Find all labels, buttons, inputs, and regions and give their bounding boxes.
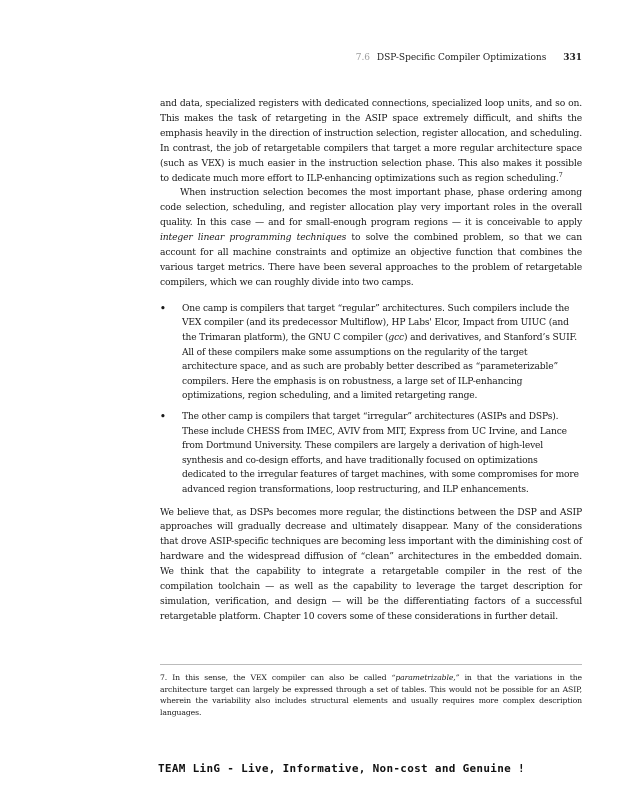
page-number: 331 [563, 53, 582, 63]
footnote-emphasis: “parametrizable,” [391, 673, 460, 682]
paragraph-1-text: and data, specialized registers with dedicated connections, specialized loop units, and so on. This makes the task of retargeting in the ASIP space extremely difficult, and shifts the emphasis heavily in the direction of instruction selection, register allocation, and scheduling. In contrast, the job of retargetable compilers that target a more regular architecture space (such as VEX) is much easier in the instruction selection phase. This also makes it possible to dedicate much more effort to ILP-enhancing optimizations such as region scheduling. [160, 98, 582, 184]
paragraph-3: We believe that, as DSPs becomes more regular, the distinctions between the DSP and ASIP approaches will gradually decrease and ultimately disappear. Many of the considerations that drove ASIP-specific techniques are becoming less important with the diminishing cost of hardware and the widespread diffusion of “clean” architectures in the embedded domain. We think that the capability to integrate a retargetable compiler in the rest of the compilation toolchain — as well as the capability to leverage the target description for simulation, verification, and design — will be the differentiating factors of a successful retargetable platform. Chapter 10 covers some of these considerations in further detail. [160, 506, 582, 622]
main-text [160, 97, 582, 625]
footnote-text-a: In this sense, the VEX compiler can also be called [167, 673, 392, 682]
camp-list [160, 302, 582, 498]
paragraph-2-text-b: to solve the combined problem, so that we can account for all machine constraints and optimize an objective function that combines the various target metrics. There have been several approaches to the problem of retargetable compilers, which we can roughly divide into two camps. [160, 232, 582, 288]
bullet-icon: • [160, 410, 166, 422]
list-item-text-a: One camp is compilers that target “regular” architectures. Such compilers include the VEX compiler (and its predecessor Multiflow), HP Labs' Elcor, Impact from UIUC (and the Trimaran platform), the GNU C compiler ( [182, 303, 570, 343]
footnote-number: 7. [160, 673, 168, 682]
paragraph-2 [160, 186, 582, 290]
watermark-text: TEAM LinG - Live, Informative, Non-cost and Genuine ! [158, 762, 525, 775]
footnote-text-b: in that the variations in the architecture target can largely be expressed through a set of tables. This would not be possible for an ASIP, wherein the variability also includes structural elements and usually requires more complex description languages. [160, 673, 583, 717]
section-number: 7.6 [355, 53, 371, 63]
paragraph-1 [160, 97, 582, 186]
bullet-icon: • [160, 302, 166, 314]
list-item-text: The other camp is compilers that target “irregular” architectures (ASIPs and DSPs). These include CHESS from IMEC, AVIV from MIT, Express from UC Irvine, and Lance from Dortmund University. These compilers are largely a derivation of high-level synthesis and co-design efforts, and have traditionally focused on optimizations dedicated to the irregular features of target machines, with some compromises for more advanced region transformations, loop restructuring, and ILP enhancements. [182, 411, 579, 495]
paragraph-2-emphasis: integer linear programming techniques [160, 232, 347, 244]
gcc-emphasis: gcc [388, 332, 404, 343]
footnote-reference: 7 [558, 170, 563, 179]
footnote-divider [160, 664, 582, 665]
paragraph-2-text-a: When instruction selection becomes the most important phase, phase ordering among code selection, scheduling, and register allocation play very important roles in the overall quality. In this case — and for small-enough program regions — it is conceivable to apply [160, 187, 582, 229]
list-item-text-b: ) and derivatives, and Stanford’s SUIF. All of these compilers make some assumptions on the regularity of the target architecture space, and as such are probably better described as “parameterizable” compilers. Here the emphasis is on robustness, a large set of ILP-enhancing optimizations, region scheduling, and a limited retargeting range. [182, 332, 577, 402]
list-item [160, 302, 582, 404]
list-item [160, 410, 582, 498]
section-title: DSP-Specific Compiler Optimizations [376, 53, 547, 63]
running-header [356, 53, 582, 63]
footnote [160, 672, 582, 718]
